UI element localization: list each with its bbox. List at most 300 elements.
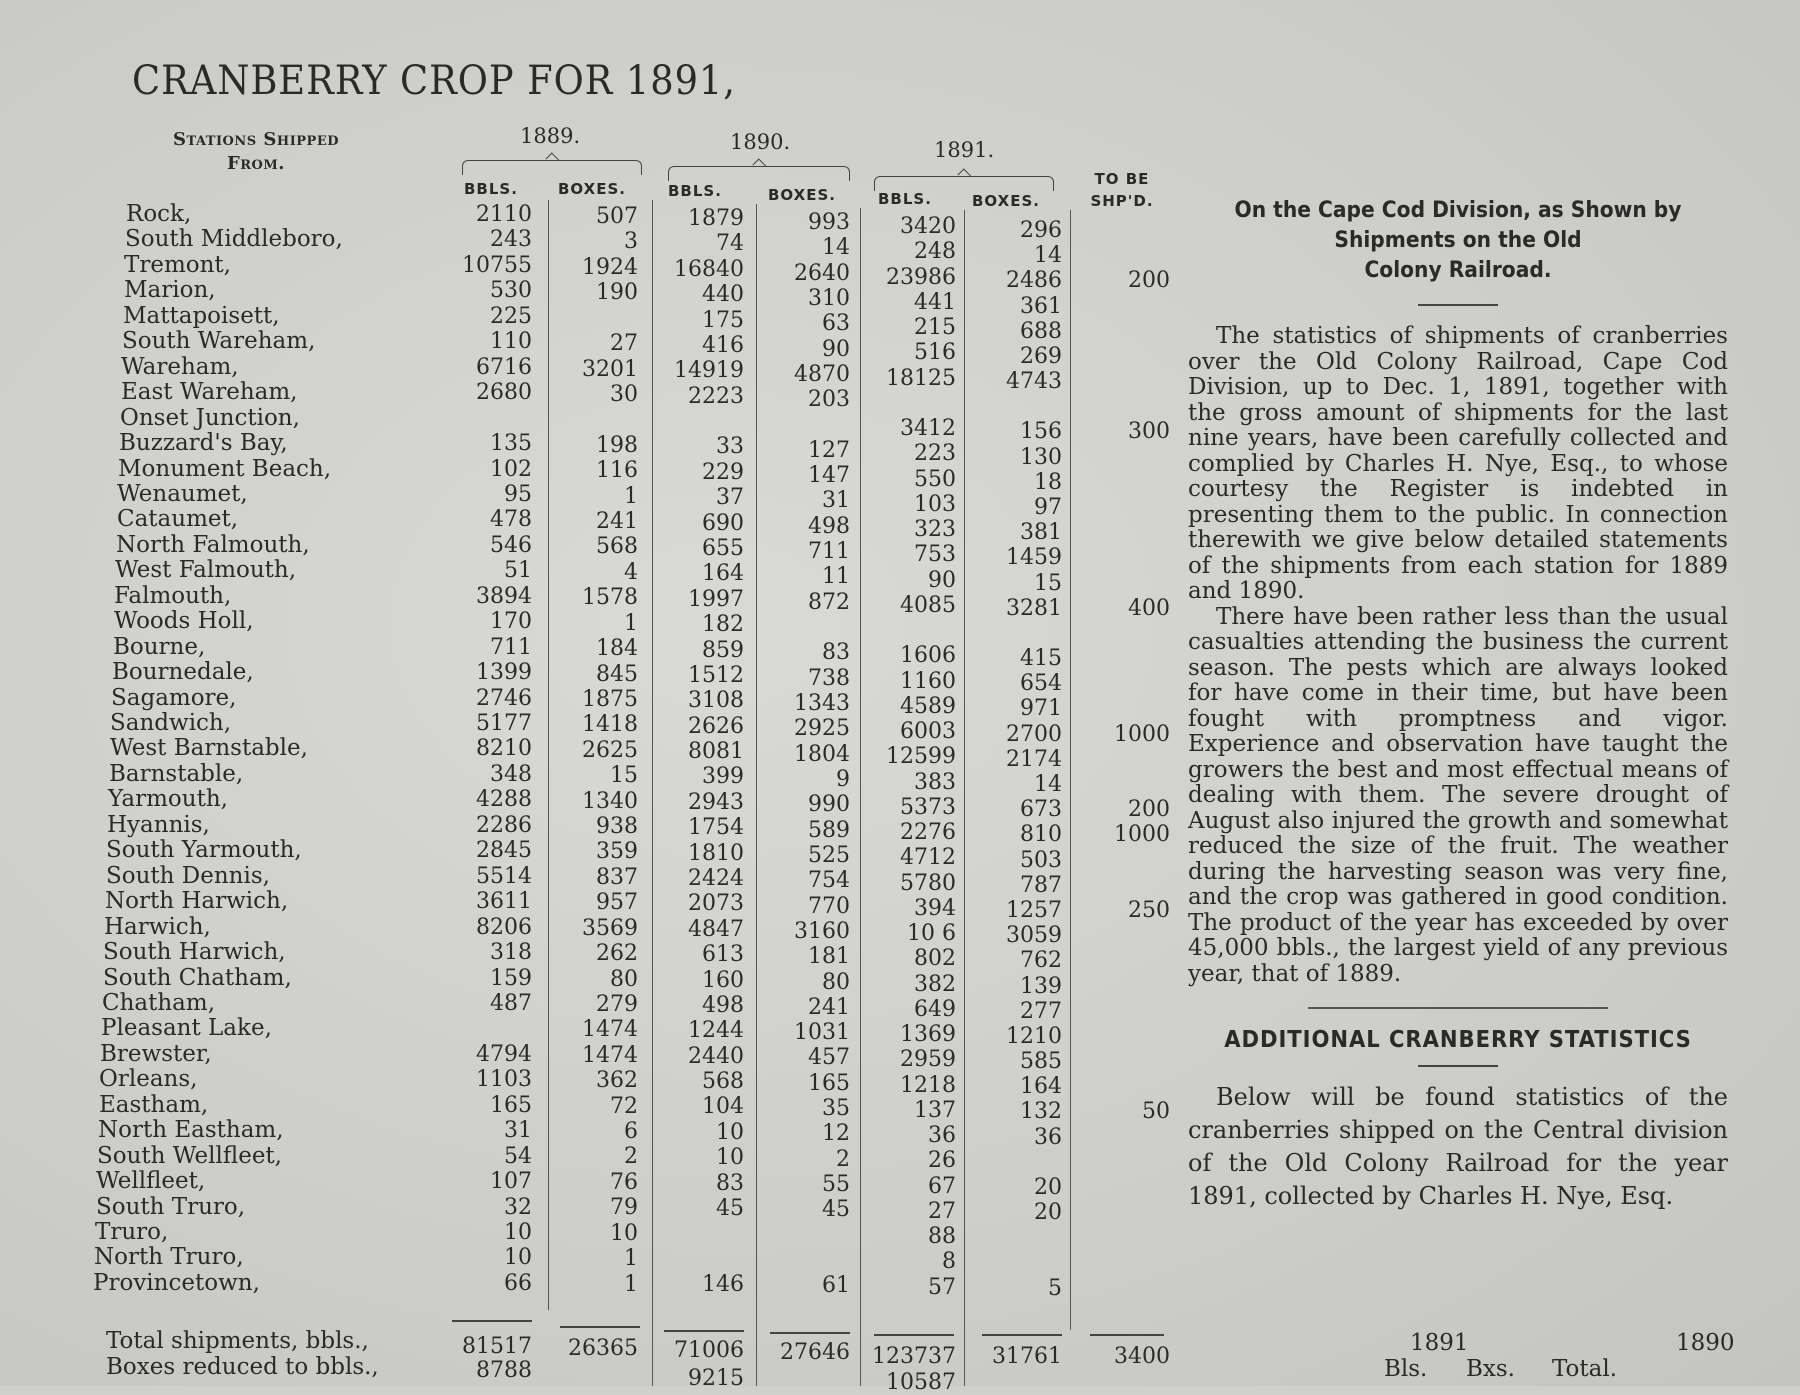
- cell-bbls-1890: 1244: [688, 1018, 744, 1044]
- cell-bbls-1891: 802: [914, 946, 956, 972]
- cell-boxes-1889: 3: [624, 229, 638, 255]
- cell-bbls-1889: 225: [490, 303, 532, 329]
- cell-bbls-1891: 223: [914, 441, 956, 467]
- cell-boxes-1891: 14: [1034, 772, 1062, 798]
- cell-boxes-1890: 9: [836, 766, 850, 792]
- cell-bbls-1889: 546: [490, 532, 532, 558]
- cell-bbls-1890: 2073: [688, 891, 744, 917]
- cell-to-be-shipped: 1000: [1114, 721, 1170, 747]
- cell-bbls-1889: 10: [504, 1245, 532, 1271]
- cell-bbls-1890: 498: [702, 992, 744, 1018]
- cell-bbls-1889: 530: [490, 278, 532, 304]
- cell-boxes-1890: 770: [808, 893, 850, 919]
- station-name: Brewster,: [100, 1040, 212, 1067]
- cell-boxes-1889: 1875: [582, 686, 638, 712]
- station-name: Cataumet,: [117, 506, 239, 533]
- cell-bbls-1890: 2440: [688, 1043, 744, 1069]
- cell-boxes-1891: 762: [1020, 948, 1062, 974]
- cell-boxes-1891: 164: [1020, 1074, 1062, 1100]
- cell-boxes-1890: 990: [808, 792, 850, 818]
- cell-bbls-1891: 441: [914, 289, 956, 315]
- col-header-boxes-1890: BOXES.: [768, 186, 836, 204]
- cell-bbls-1890: 399: [702, 764, 744, 790]
- station-name: Hyannis,: [107, 811, 210, 838]
- cell-boxes-1891: 3059: [1006, 923, 1062, 949]
- article-column: [1188, 196, 1728, 1213]
- station-name: South Middleboro,: [125, 226, 343, 253]
- cell-bbls-1889: 2680: [476, 380, 532, 406]
- year-1890-header: 1890.: [730, 130, 791, 154]
- cell-boxes-1889: 1340: [582, 788, 638, 814]
- station-name: Wenaumet,: [117, 480, 248, 507]
- cell-boxes-1890: 63: [822, 311, 850, 337]
- cell-bbls-1889: 5177: [476, 711, 532, 736]
- cell-boxes-1889: 279: [596, 991, 638, 1017]
- cell-bbls-1889: 8206: [476, 914, 532, 940]
- cell-boxes-1891: 20: [1034, 1174, 1062, 1200]
- cell-bbls-1890: 10: [716, 1119, 744, 1145]
- cell-bbls-1889: 10755: [462, 252, 532, 278]
- cell-boxes-1891: 156: [1020, 419, 1062, 445]
- total-bbls-1891: 123737: [872, 1344, 956, 1369]
- cell-bbls-1890: 613: [702, 942, 744, 968]
- cell-bbls-1891: 88: [928, 1224, 956, 1249]
- cell-bbls-1889: 478: [490, 507, 532, 533]
- total-rule: [982, 1334, 1062, 1336]
- cell-bbls-1891: 3420: [900, 214, 956, 239]
- to-be-shipped-header: [1072, 168, 1172, 212]
- cell-bbls-1891: 18125: [886, 365, 956, 391]
- cell-bbls-1889: 2746: [476, 685, 532, 711]
- cell-boxes-1889: 938: [596, 814, 638, 839]
- column-divider: [548, 200, 549, 1310]
- station-name: Buzzard's Bay,: [119, 430, 288, 457]
- cell-boxes-1891: 132: [1020, 1099, 1062, 1125]
- station-name: South Truro,: [96, 1193, 246, 1220]
- article-paragraph-2: There have been rather less than the usual casualties attending the business the current season. The pests which are always looked for have come in their time, but have been fought with promptness and vigor. Experience and observation have taught the growers the best and most effectual means of dealing with them. The severe drought of August also injured the growth and somewhat reduced the size of the fruit. The weather during the harvesting season was very fine, and the crop was gathered in good condition. The product of the year has exceeded by over 45,000 bbls., the largest yield of any previous year, that of 1889.: [1188, 603, 1728, 987]
- cell-bbls-1891: 8: [942, 1249, 956, 1275]
- cell-bbls-1891: 2959: [900, 1047, 956, 1073]
- cell-boxes-1889: 2625: [582, 737, 638, 763]
- cell-boxes-1889: 184: [596, 636, 638, 662]
- cell-bbls-1890: 859: [702, 637, 744, 663]
- cell-bbls-1890: 33: [716, 434, 744, 460]
- total-rule: [874, 1334, 954, 1336]
- cell-boxes-1891: 810: [1020, 822, 1062, 848]
- cell-boxes-1890: 525: [808, 842, 850, 868]
- cell-boxes-1890: 2925: [794, 716, 850, 742]
- cell-boxes-1890: 35: [822, 1096, 850, 1122]
- cell-bbls-1889: 31: [504, 1118, 532, 1144]
- cell-bbls-1889: 107: [490, 1169, 532, 1195]
- station-name: Wellfleet,: [96, 1168, 206, 1195]
- cell-boxes-1890: 993: [808, 210, 850, 235]
- cell-boxes-1889: 262: [596, 941, 638, 967]
- cell-bbls-1891: 3412: [900, 416, 956, 441]
- cell-bbls-1891: 753: [914, 542, 956, 568]
- cell-boxes-1890: 589: [808, 817, 850, 843]
- cell-bbls-1891: 5780: [900, 870, 956, 896]
- cell-boxes-1889: 1: [624, 1246, 638, 1272]
- cell-boxes-1891: 14: [1034, 243, 1062, 269]
- station-name: Sandwich,: [110, 710, 232, 736]
- cell-to-be-shipped: 1000: [1114, 822, 1170, 848]
- cell-boxes-1890: 738: [808, 665, 850, 691]
- cell-bbls-1891: 10 6: [907, 921, 956, 946]
- cell-boxes-1891: 361: [1020, 293, 1062, 319]
- cell-boxes-1891: 3281: [1006, 595, 1062, 621]
- cell-boxes-1891: 673: [1020, 797, 1062, 823]
- station-name: Monument Beach,: [118, 455, 332, 482]
- station-name: Harwich,: [104, 913, 211, 940]
- cell-bbls-1889: 102: [490, 456, 532, 482]
- cell-bbls-1891: 12599: [886, 744, 956, 770]
- cell-boxes-1889: 362: [596, 1068, 638, 1094]
- total-rule: [1090, 1334, 1164, 1336]
- station-name: Eastham,: [99, 1091, 209, 1118]
- cell-bbls-1891: 323: [914, 517, 956, 542]
- cell-bbls-1890: 1997: [688, 586, 744, 612]
- cell-boxes-1891: 787: [1020, 872, 1062, 898]
- cell-boxes-1891: 971: [1020, 696, 1062, 722]
- col-header-boxes-1891: BOXES.: [972, 192, 1040, 210]
- year-1891-header: 1891.: [934, 138, 995, 162]
- cell-boxes-1891: 381: [1020, 520, 1062, 546]
- cell-bbls-1889: 135: [490, 431, 532, 457]
- cell-boxes-1891: 1210: [1006, 1023, 1062, 1049]
- section-rule: [1308, 1007, 1608, 1009]
- cell-bbls-1890: 45: [716, 1195, 744, 1221]
- article-heading-line1: On the Cape Cod Division, as Shown by: [1234, 198, 1682, 223]
- station-name: North Eastham,: [98, 1117, 284, 1144]
- cell-boxes-1890: 12: [822, 1121, 850, 1147]
- additional-paragraph: Below will be found statistics of the cranberries shipped on the Central division of the Old Colony Railroad for the year 1891, collected by Charles H. Nye, Esq.: [1188, 1082, 1728, 1210]
- cell-boxes-1889: 837: [596, 864, 638, 890]
- cell-bbls-1890: 37: [716, 485, 744, 511]
- cell-bbls-1890: 160: [702, 967, 744, 993]
- cell-bbls-1889: 2286: [476, 812, 532, 838]
- cell-bbls-1890: 1879: [688, 206, 744, 231]
- cell-boxes-1890: 80: [822, 969, 850, 995]
- total-rule: [664, 1330, 744, 1332]
- article-heading-line2: Shipments on the Old: [1334, 228, 1582, 253]
- cell-bbls-1890: 14919: [674, 358, 744, 384]
- cell-bbls-1889: 3894: [476, 583, 532, 609]
- cell-boxes-1889: 1578: [582, 585, 638, 611]
- cell-bbls-1891: 90: [928, 567, 956, 593]
- year-1891-brace: [874, 176, 1054, 191]
- station-name: Pleasant Lake,: [101, 1015, 272, 1042]
- cell-bbls-1891: 649: [914, 996, 956, 1022]
- cell-boxes-1890: 310: [808, 285, 850, 311]
- reduced-bbls-1891: 10587: [886, 1370, 956, 1395]
- cell-bbls-1890: 655: [702, 535, 744, 561]
- cell-boxes-1890: 872: [808, 589, 850, 615]
- cell-boxes-1891: 296: [1020, 218, 1062, 243]
- cell-to-be-shipped: 300: [1128, 419, 1170, 445]
- cell-bbls-1889: 2110: [476, 202, 532, 227]
- cell-boxes-1889: 359: [596, 839, 638, 865]
- column-divider: [652, 200, 653, 1386]
- cell-boxes-1891: 415: [1020, 646, 1062, 672]
- cell-bbls-1889: 2845: [476, 838, 532, 864]
- cell-boxes-1890: 457: [808, 1045, 850, 1071]
- cell-boxes-1891: 688: [1020, 318, 1062, 344]
- year-1889-header: 1889.: [520, 124, 581, 148]
- col-header-bbls-1889: BBLS.: [464, 180, 518, 198]
- cell-bbls-1891: 137: [914, 1097, 956, 1123]
- cell-bbls-1890: 2424: [688, 865, 744, 891]
- page-title: CRANBERRY CROP FOR 1891,: [132, 58, 736, 104]
- cell-boxes-1889: 1474: [582, 1017, 638, 1043]
- cell-bbls-1890: 1512: [688, 662, 744, 688]
- station-name: Provincetown,: [93, 1269, 260, 1296]
- station-name: South Chatham,: [103, 964, 292, 991]
- cell-bbls-1890: 2626: [688, 713, 744, 739]
- cell-bbls-1889: 6716: [476, 354, 532, 380]
- total-boxes-1890: 27646: [780, 1340, 850, 1365]
- cell-boxes-1890: 498: [808, 513, 850, 539]
- cell-boxes-1889: 198: [596, 432, 638, 458]
- station-name: West Falmouth,: [115, 557, 297, 584]
- station-name: North Truro,: [94, 1244, 244, 1271]
- additional-statistics-heading: ADDITIONAL CRANBERRY STATISTICS: [1224, 1026, 1692, 1053]
- cell-bbls-1889: 66: [504, 1270, 532, 1296]
- cell-boxes-1891: 1459: [1006, 545, 1062, 571]
- cell-boxes-1889: 3569: [582, 915, 638, 941]
- total-rule: [770, 1332, 850, 1334]
- cell-bbls-1890: 440: [702, 282, 744, 308]
- total-shipments-label: Total shipments, bbls.,: [106, 1328, 369, 1354]
- cell-boxes-1891: 2700: [1006, 721, 1062, 747]
- cell-boxes-1889: 4: [624, 559, 638, 585]
- cell-boxes-1891: 15: [1034, 570, 1062, 596]
- cell-boxes-1889: 507: [596, 204, 638, 229]
- station-name: Chatham,: [102, 989, 216, 1016]
- cell-bbls-1890: 164: [702, 561, 744, 587]
- to-be-line1: TO BE: [1094, 170, 1150, 188]
- cell-bbls-1890: 175: [702, 307, 744, 333]
- cell-bbls-1889: 110: [490, 329, 532, 355]
- cell-boxes-1889: 80: [610, 966, 638, 992]
- cell-boxes-1889: 1924: [582, 254, 638, 280]
- cell-boxes-1890: 55: [822, 1172, 850, 1198]
- cell-boxes-1890: 127: [808, 437, 850, 463]
- station-name: Marion,: [124, 277, 216, 304]
- cell-boxes-1890: 1343: [794, 691, 850, 717]
- cell-bbls-1889: 165: [490, 1092, 532, 1118]
- year-1890-brace: [668, 166, 850, 181]
- cell-boxes-1891: 654: [1020, 671, 1062, 697]
- stations-header-line2: From.: [226, 153, 286, 174]
- cell-bbls-1891: 27: [928, 1198, 956, 1224]
- cell-bbls-1891: 1369: [900, 1022, 956, 1047]
- cell-bbls-1891: 4712: [900, 845, 956, 871]
- sub-header-total: Total.: [1552, 1356, 1618, 1382]
- total-bbls-1889: 81517: [462, 1334, 532, 1359]
- total-to-be-shipped: 3400: [1114, 1344, 1170, 1369]
- cell-bbls-1891: 383: [914, 769, 956, 795]
- station-name: Bourne,: [113, 633, 206, 660]
- station-name: West Barnstable,: [110, 735, 308, 762]
- cell-boxes-1891: 2174: [1006, 746, 1062, 772]
- cell-bbls-1890: 10: [716, 1145, 744, 1171]
- cell-boxes-1889: 568: [596, 534, 638, 560]
- cell-bbls-1891: 2276: [900, 820, 956, 845]
- column-divider: [756, 204, 757, 1386]
- cell-bbls-1889: 170: [490, 609, 532, 635]
- cell-boxes-1890: 754: [808, 868, 850, 894]
- cell-bbls-1891: 516: [914, 340, 956, 366]
- cell-bbls-1889: 159: [490, 965, 532, 991]
- sub-header-1890: 1890: [1676, 1330, 1735, 1356]
- cell-boxes-1891: 277: [1020, 998, 1062, 1024]
- station-name: Orleans,: [99, 1066, 198, 1093]
- cell-bbls-1891: 5373: [900, 794, 956, 820]
- cell-boxes-1889: 27: [610, 331, 638, 357]
- station-name: Falmouth,: [114, 582, 232, 609]
- cell-boxes-1891: 4743: [1006, 369, 1062, 395]
- cell-bbls-1891: 394: [914, 895, 956, 921]
- cell-boxes-1890: 90: [822, 336, 850, 362]
- cell-bbls-1889: 243: [490, 227, 532, 253]
- cell-boxes-1891: 585: [1020, 1049, 1062, 1075]
- cell-boxes-1890: 11: [822, 564, 850, 590]
- station-name: Mattapoisett,: [123, 302, 280, 329]
- cell-bbls-1889: 5514: [476, 863, 532, 889]
- cell-bbls-1891: 26: [928, 1148, 956, 1174]
- cell-bbls-1890: 16840: [674, 256, 744, 282]
- cell-bbls-1890: 2223: [688, 383, 744, 409]
- cell-boxes-1890: 45: [822, 1197, 850, 1223]
- cell-boxes-1889: 3201: [582, 356, 638, 382]
- cell-bbls-1891: 215: [914, 315, 956, 340]
- cell-bbls-1889: 348: [490, 761, 532, 787]
- cell-bbls-1889: 4794: [476, 1041, 532, 1067]
- cell-bbls-1889: 318: [490, 940, 532, 966]
- cell-boxes-1891: 139: [1020, 973, 1062, 999]
- cell-boxes-1890: 241: [808, 994, 850, 1020]
- cell-boxes-1891: 2486: [1006, 268, 1062, 294]
- cell-bbls-1891: 248: [914, 239, 956, 265]
- station-name: East Wareham,: [121, 379, 298, 406]
- cell-bbls-1890: 568: [702, 1069, 744, 1095]
- cell-bbls-1890: 416: [702, 332, 744, 358]
- station-name: South Dennis,: [106, 862, 270, 889]
- column-divider: [1070, 210, 1071, 1330]
- cell-to-be-shipped: 400: [1128, 595, 1170, 621]
- cell-bbls-1890: 146: [702, 1272, 744, 1298]
- cell-boxes-1889: 1418: [582, 712, 638, 738]
- cell-boxes-1890: 2640: [794, 260, 850, 286]
- cell-bbls-1889: 711: [490, 634, 532, 660]
- cell-boxes-1890: 61: [822, 1273, 850, 1299]
- cell-boxes-1889: 957: [596, 890, 638, 916]
- cell-boxes-1890: 3160: [794, 918, 850, 944]
- cell-bbls-1891: 57: [928, 1274, 956, 1300]
- cell-bbls-1890: 1810: [688, 840, 744, 866]
- boxes-reduced-label: Boxes reduced to bbls.,: [106, 1354, 379, 1380]
- cell-boxes-1889: 6: [624, 1119, 638, 1144]
- total-rule: [452, 1320, 532, 1322]
- cell-bbls-1890: 74: [716, 231, 744, 257]
- cell-bbls-1889: 1399: [476, 660, 532, 686]
- cell-to-be-shipped: 50: [1142, 1099, 1170, 1125]
- station-name: Onset Junction,: [120, 404, 300, 431]
- cell-boxes-1891: 18: [1034, 469, 1062, 495]
- cell-boxes-1889: 72: [610, 1093, 638, 1119]
- cell-boxes-1890: 4870: [794, 361, 850, 387]
- reduced-bbls-1890: 9215: [688, 1366, 744, 1391]
- column-divider: [964, 210, 965, 1386]
- to-be-line2: SHP'D.: [1090, 192, 1154, 210]
- cell-boxes-1890: 147: [808, 463, 850, 489]
- cell-boxes-1889: 241: [596, 509, 638, 534]
- station-name: South Wareham,: [122, 328, 316, 355]
- col-header-boxes-1889: BOXES.: [558, 180, 626, 198]
- cell-boxes-1891: 1257: [1006, 897, 1062, 923]
- sub-header-1891: 1891: [1410, 1330, 1469, 1356]
- cell-boxes-1890: 165: [808, 1070, 850, 1096]
- station-name: Wareham,: [121, 353, 239, 380]
- cell-bbls-1889: 10: [504, 1220, 532, 1245]
- cell-boxes-1891: 130: [1020, 444, 1062, 470]
- cell-bbls-1889: 8210: [476, 736, 532, 762]
- station-name: North Falmouth,: [116, 531, 310, 558]
- station-name: South Wellfleet,: [97, 1142, 282, 1169]
- cell-bbls-1891: 1606: [900, 643, 956, 669]
- cell-boxes-1889: 2: [624, 1144, 638, 1170]
- cell-boxes-1889: 1: [624, 610, 638, 636]
- sub-header-bls: Bls.: [1384, 1356, 1428, 1382]
- cell-boxes-1889: 10: [610, 1220, 638, 1246]
- cell-bbls-1891: 1218: [900, 1072, 956, 1098]
- year-1889-brace: [462, 160, 642, 175]
- total-bbls-1890: 71006: [674, 1338, 744, 1363]
- cell-boxes-1891: 269: [1020, 343, 1062, 369]
- cell-bbls-1891: 1160: [900, 668, 956, 694]
- cell-boxes-1889: 845: [596, 661, 638, 687]
- cell-boxes-1891: 36: [1034, 1124, 1062, 1150]
- cell-bbls-1891: 382: [914, 971, 956, 997]
- cell-boxes-1890: 14: [822, 235, 850, 261]
- article-heading-line3: Colony Railroad.: [1364, 258, 1552, 283]
- station-name: Yarmouth,: [108, 786, 228, 813]
- total-boxes-1889: 26365: [568, 1336, 638, 1361]
- cell-to-be-shipped: 200: [1128, 797, 1170, 823]
- cell-bbls-1889: 32: [504, 1194, 532, 1220]
- cell-bbls-1891: 67: [928, 1173, 956, 1199]
- cell-bbls-1891: 6003: [900, 719, 956, 744]
- cell-boxes-1890: 31: [822, 488, 850, 514]
- cell-bbls-1890: 83: [716, 1170, 744, 1196]
- cell-boxes-1889: 1474: [582, 1042, 638, 1068]
- cell-bbls-1890: 229: [702, 459, 744, 485]
- cell-bbls-1891: 550: [914, 466, 956, 492]
- total-boxes-1891: 31761: [992, 1344, 1062, 1369]
- cell-boxes-1890: 2: [836, 1146, 850, 1172]
- station-name: South Harwich,: [103, 939, 286, 966]
- station-name: Barnstable,: [109, 760, 244, 787]
- cell-bbls-1889: 3611: [476, 889, 532, 915]
- cell-boxes-1890: 203: [808, 387, 850, 413]
- cell-bbls-1889: 51: [504, 558, 532, 584]
- cell-bbls-1890: 104: [702, 1094, 744, 1120]
- cell-bbls-1890: 1754: [688, 815, 744, 841]
- cell-boxes-1891: 97: [1034, 495, 1062, 521]
- cell-boxes-1889: 190: [596, 280, 638, 306]
- stations-header: [126, 128, 386, 176]
